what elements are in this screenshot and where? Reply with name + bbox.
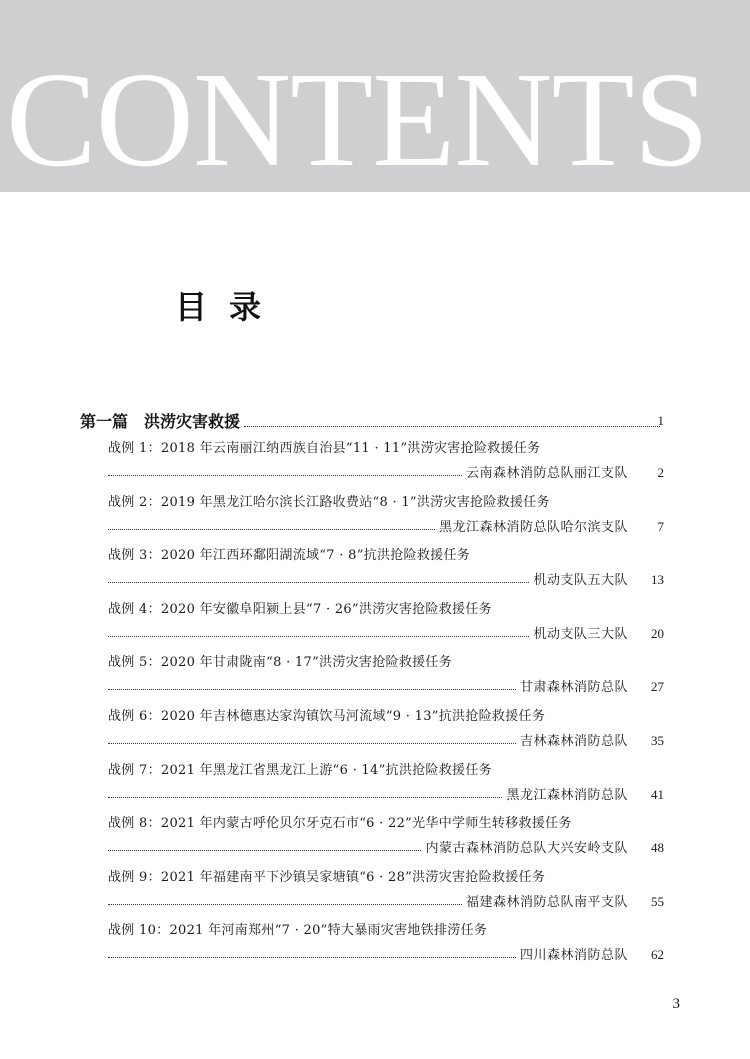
entry-title[interactable]: 战例 5：2020 年甘肃陇南“8 · 17”洪涝灾害抢险救援任务 xyxy=(108,655,453,671)
entry-line xyxy=(108,568,664,588)
dot-leader xyxy=(108,474,462,476)
dot-leader xyxy=(108,903,462,905)
dot-leader xyxy=(108,581,529,583)
entry-page-number: 7 xyxy=(657,518,664,534)
entry-title[interactable]: 战例 2：2019 年黑龙江哈尔滨长江路收费站“8 · 1”洪涝灾害抢险救援任务 xyxy=(108,494,550,510)
entry-page-number: 20 xyxy=(651,625,664,641)
entry-line xyxy=(108,515,664,535)
contents-banner xyxy=(0,0,750,192)
entry-title[interactable]: 战例 6：2020 年吉林德惠达家沟镇饮马河流域“9 · 13”抗洪抢险救援任务 xyxy=(108,709,546,724)
entry-unit: 甘肃森林消防总队 xyxy=(519,680,628,696)
entry-line xyxy=(108,783,664,803)
entry-page-number: 35 xyxy=(651,733,664,748)
entry-line xyxy=(108,675,664,695)
dot-leader xyxy=(108,742,516,744)
entry-page-number: 27 xyxy=(651,679,664,695)
dot-leader xyxy=(108,635,529,637)
entry-title[interactable]: 战例 3：2020 年江西环鄱阳湖流域“7 · 8”抗洪抢险救援任务 xyxy=(108,548,471,564)
part-heading[interactable] xyxy=(80,408,664,432)
entry-line xyxy=(108,461,664,481)
dot-leader xyxy=(108,688,516,690)
entry-unit: 黑龙江森林消防总队 xyxy=(506,787,628,803)
entry-unit: 吉林森林消防总队 xyxy=(519,734,628,749)
entry-page-number: 13 xyxy=(651,572,664,588)
entry-title[interactable]: 战例 9：2021 年福建南平下沙镇吴家塘镇“6 · 28”洪涝灾害抢险救援任务 xyxy=(108,869,546,885)
part-page-number: 1 xyxy=(657,413,664,428)
entry-line xyxy=(108,622,664,642)
entry-page-number: 48 xyxy=(651,840,664,856)
part-label: 第一篇 xyxy=(80,412,129,431)
entry-unit: 云南森林消防总队丽江支队 xyxy=(465,466,628,481)
entry-unit: 黑龙江森林消防总队哈尔滨支队 xyxy=(438,519,628,535)
entry-page-number: 55 xyxy=(651,893,664,909)
entry-line xyxy=(108,729,664,749)
entry-unit: 福建森林消防总队南平支队 xyxy=(465,894,628,910)
entry-line xyxy=(108,890,664,910)
entry-page-number: 2 xyxy=(657,465,664,480)
dot-leader xyxy=(108,849,421,851)
entry-page-number: 41 xyxy=(651,786,664,802)
entry-title[interactable]: 战例 7：2021 年黑龙江省黑龙江上游“6 · 14”抗洪抢险救援任务 xyxy=(108,762,492,778)
entry-title[interactable]: 战例 1：2018 年云南丽江纳西族自治县“11 · 11”洪涝灾害抢险救援任务 xyxy=(108,441,541,456)
part-title xyxy=(80,409,240,432)
entry-line xyxy=(108,943,664,963)
dot-leader xyxy=(108,956,516,958)
entry-unit: 四川森林消防总队 xyxy=(519,948,628,964)
entry-title[interactable]: 战例 4：2020 年安徽阜阳颍上县“7 · 26”洪涝灾害抢险救援任务 xyxy=(108,601,492,617)
banner-text: CONTENTS xyxy=(6,45,709,192)
dot-leader xyxy=(244,425,660,427)
entry-title[interactable]: 战例 10：2021 年河南郑州“7 · 20”特大暴雨灾害地铁排涝任务 xyxy=(108,923,488,939)
entry-line xyxy=(108,836,664,856)
page-number: 3 xyxy=(672,996,680,1012)
part-name: 洪涝灾害救援 xyxy=(144,412,241,431)
dot-leader xyxy=(108,528,435,530)
entry-title[interactable]: 战例 8：2021 年内蒙古呼伦贝尔牙克石市“6 · 22”光华中学师生转移救援任务 xyxy=(108,816,572,832)
dot-leader xyxy=(108,796,502,798)
entry-unit: 机动支队三大队 xyxy=(533,626,628,642)
entry-page-number: 62 xyxy=(651,947,664,963)
entry-unit: 机动支队五大队 xyxy=(533,573,628,589)
page-title: 目录 xyxy=(175,288,284,326)
entry-unit: 内蒙古森林消防总队大兴安岭支队 xyxy=(425,841,628,857)
